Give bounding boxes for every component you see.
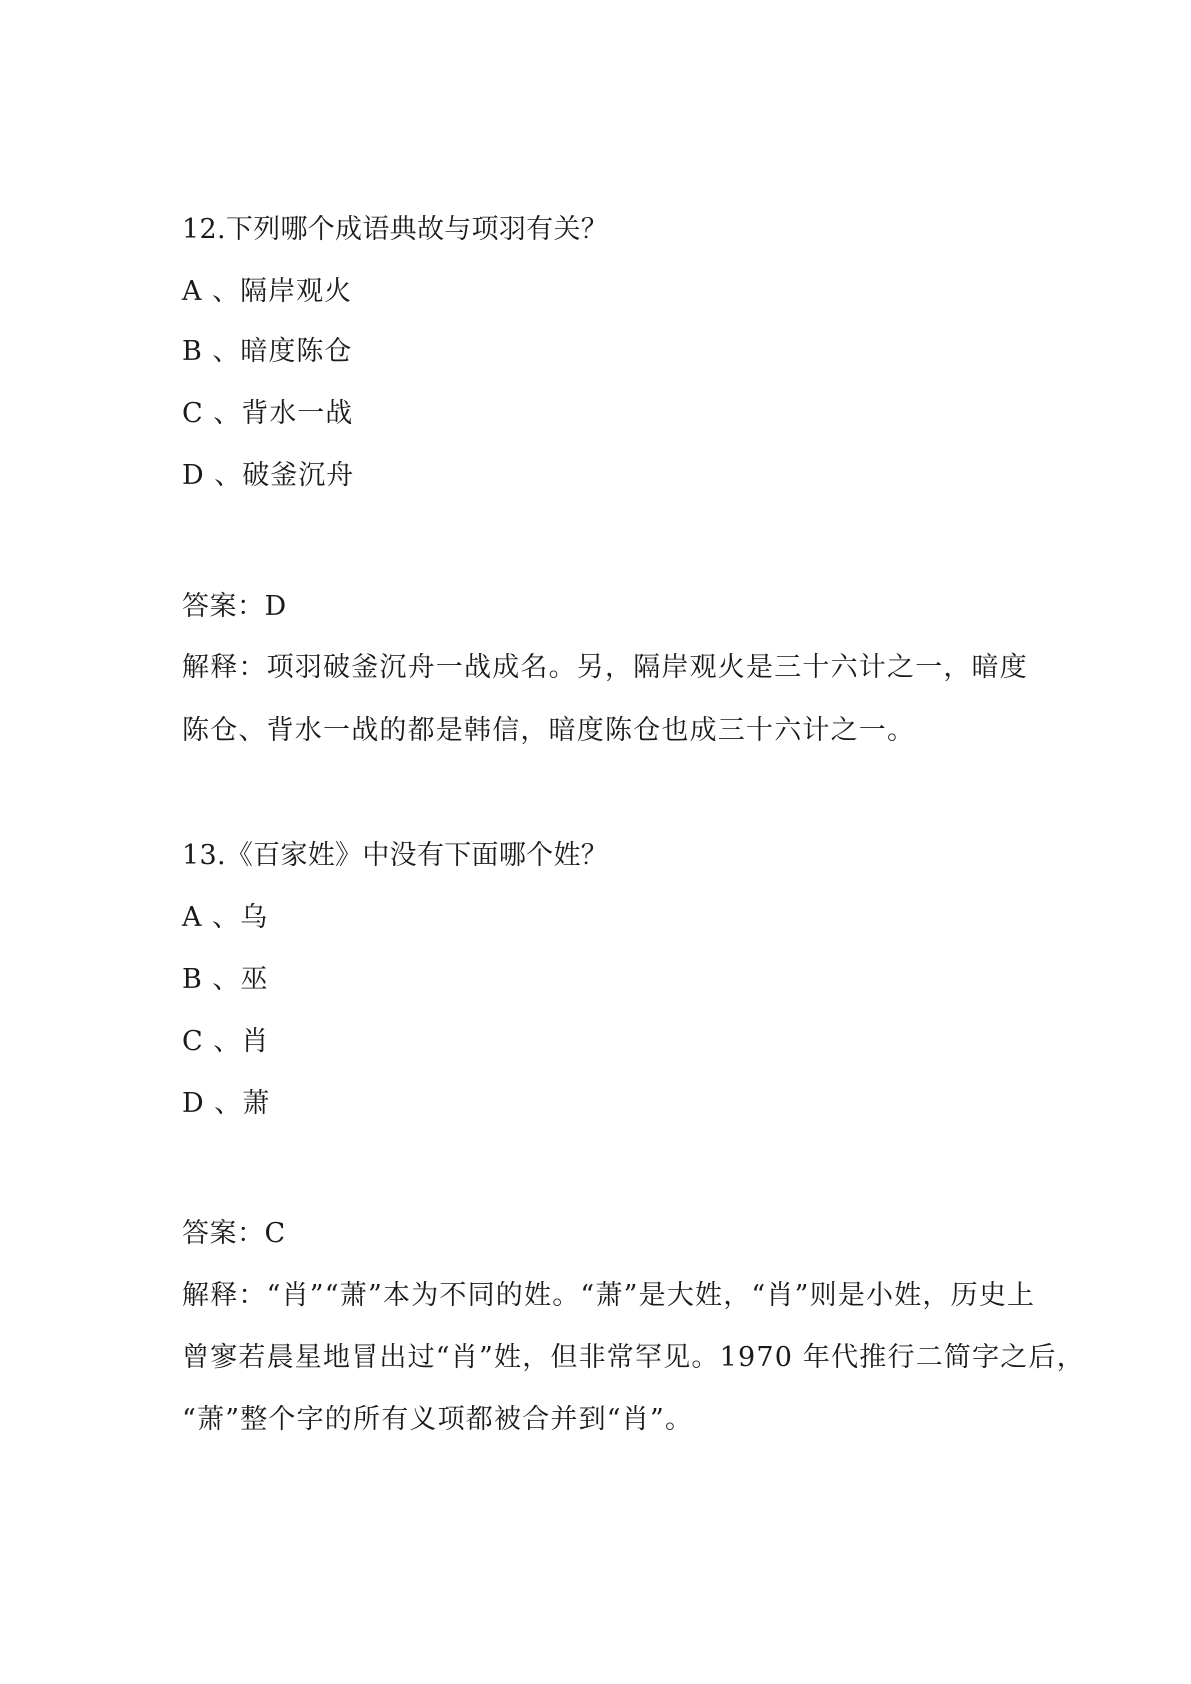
explanation-line: 陈仓、背水一战的都是韩信，暗度陈仓也成三十六计之一。	[182, 715, 916, 746]
answer: 答案：C	[182, 1218, 286, 1249]
answer: 答案：D	[182, 591, 287, 622]
option-c: C 、背水一战	[182, 398, 354, 429]
option-d: D 、萧	[182, 1088, 271, 1119]
option-a: A 、隔岸观火	[182, 276, 353, 307]
option-a: A 、乌	[182, 902, 269, 933]
explanation-line: 解释：“肖”“萧”本为不同的姓。“萧”是大姓，“肖”则是小姓，历史上	[182, 1280, 1036, 1311]
option-b: B 、巫	[182, 964, 269, 995]
option-d: D 、破釜沉舟	[182, 460, 355, 491]
option-c: C 、肖	[182, 1026, 270, 1057]
explanation-line: “萧”整个字的所有义项都被合并到“肖”。	[182, 1404, 694, 1435]
question-title: 13.《百家姓》中没有下面哪个姓？	[182, 840, 609, 871]
question-title: 12.下列哪个成语典故与项羽有关？	[182, 214, 609, 245]
explanation-line: 解释：项羽破釜沉舟一战成名。另，隔岸观火是三十六计之一，暗度	[182, 652, 1028, 683]
explanation-line: 曾寥若晨星地冒出过“肖”姓，但非常罕见。1970 年代推行二简字之后，	[182, 1342, 1085, 1373]
option-b: B 、暗度陈仓	[182, 336, 353, 367]
